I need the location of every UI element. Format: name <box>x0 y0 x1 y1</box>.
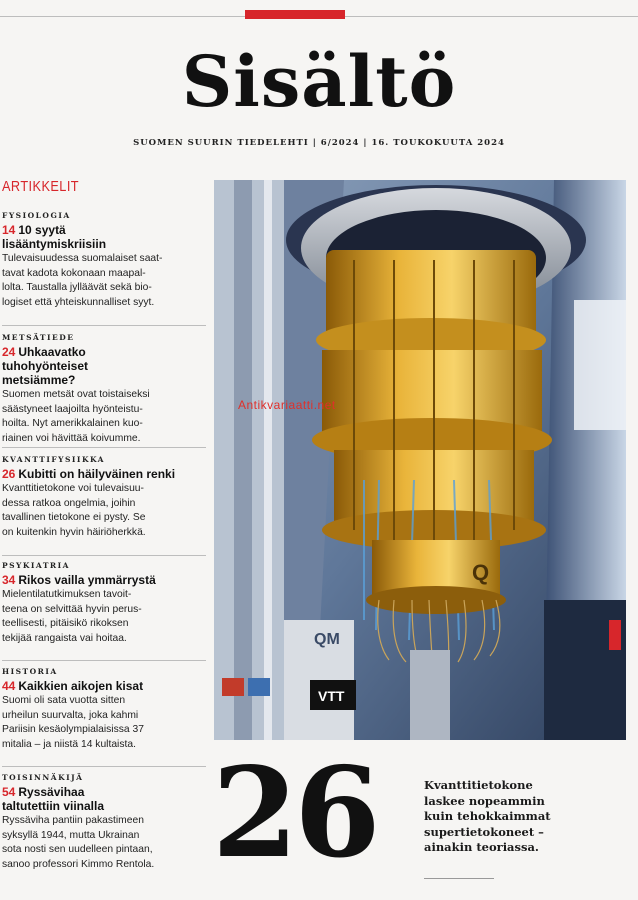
accent-bar <box>245 10 345 19</box>
desc-line: Kvanttitietokone voi tulevaisuu- <box>2 483 144 494</box>
desc-line: hoilta. Nyt amerikkalainen kuo- <box>2 418 143 430</box>
caption-line: Kvanttitietokone <box>424 778 533 792</box>
desc-line: säästyneet laajoilta hyönteistu- <box>2 403 143 415</box>
desc-line: sanoo professori Kimmo Rentola. <box>2 858 155 870</box>
article-page-number: 34 <box>2 573 16 587</box>
desc-line: tekijää rangaista vai hoitaa. <box>2 632 127 644</box>
article-description <box>2 482 206 540</box>
caption-line: supertietokoneet – <box>424 824 544 839</box>
article-description <box>2 388 206 446</box>
desc-line: Suomi oli sata vuotta sitten <box>2 695 126 706</box>
article-page-number: 54 <box>2 785 16 799</box>
divider <box>2 766 206 767</box>
article-headline[interactable] <box>2 785 132 813</box>
photo-q-label: Q <box>472 560 490 585</box>
desc-line: tavallinen tietokone ei pysty. Se <box>2 512 146 524</box>
desc-line: syksyllä 1944, mutta Ukrainan <box>2 829 140 841</box>
desc-line: dessa ratkoa ongelmia, joihin <box>2 497 136 509</box>
divider <box>2 325 206 326</box>
article-title: 10 syytä lisääntymiskriisiin <box>2 223 107 251</box>
caption-rule <box>424 878 494 879</box>
watermark: Antikvariaatti.net <box>238 398 336 412</box>
article-item[interactable] <box>2 561 206 646</box>
photo-vtt-label: VTT <box>318 688 345 704</box>
article-title: Rikos vailla ymmärrystä <box>18 573 156 587</box>
caption-line: kuin tehokkaimmat <box>424 809 551 823</box>
desc-line: Pariisin kesäolympialaisissa 37 <box>2 724 144 736</box>
article-item[interactable] <box>2 333 206 446</box>
article-category: HISTORIA <box>2 667 58 676</box>
article-item[interactable] <box>2 211 206 310</box>
desc-line: tavat kadota kokonaan maapal- <box>2 267 146 279</box>
feature-page-number: 26 <box>212 741 377 886</box>
article-category: FYSIOLOGIA <box>2 211 71 220</box>
desc-line: Tulevaisuudessa suomalaiset saat- <box>2 253 163 264</box>
desc-line: mitalia – ja niistä 14 kultaista. <box>2 738 136 750</box>
desc-line: teellisesti, pitäisikö rikoksen <box>2 618 129 630</box>
article-category: TOISINNÄKIJÄ <box>2 773 84 782</box>
quantum-computer-photo[interactable] <box>214 180 626 740</box>
article-page-number: 14 <box>2 223 16 237</box>
desc-line: Suomen metsät ovat toistaiseksi <box>2 389 150 400</box>
article-headline[interactable] <box>2 573 206 587</box>
article-title: Uhkaavatko tuhohyönteiset metsiämme? <box>2 345 88 387</box>
desc-line: riainen voi hävittää koivumme. <box>2 432 141 444</box>
desc-line: sota nosti sen uudelleen pintaan, <box>2 844 153 856</box>
caption-line: ainakin teoriassa. <box>424 840 539 854</box>
article-description <box>2 814 206 872</box>
article-item[interactable] <box>2 455 206 540</box>
article-page-number: 24 <box>2 345 16 359</box>
article-category: METSÄTIEDE <box>2 333 75 342</box>
desc-line: teena on selvittää hyvin perus- <box>2 603 142 615</box>
desc-line: Ryssäviha pantiin pakastimeen <box>2 815 144 826</box>
desc-line: lolta. Taustalla jylläävät sekä bio- <box>2 282 152 294</box>
issue-info: SUOMEN SUURIN TIEDELEHTI | 6/2024 | 16. TOUKOKUUTA 2024 <box>133 138 505 148</box>
article-title: Ryssävihaa taltutettiin viinalla <box>2 785 105 813</box>
article-description <box>2 252 206 310</box>
desc-line: on kuitenkin hyvin häiriöherkkä. <box>2 526 146 538</box>
article-category: KVANTTIFYSIIKKA <box>2 455 105 464</box>
article-headline[interactable] <box>2 345 152 387</box>
caption-line: laskee nopeammin <box>424 793 545 808</box>
divider <box>2 555 206 556</box>
divider <box>2 660 206 661</box>
article-headline[interactable] <box>2 467 206 481</box>
article-description <box>2 694 206 752</box>
desc-line: Mielentilatutkimuksen tavoit- <box>2 589 132 600</box>
desc-line: urheilun suurvalta, joka kahmi <box>2 709 139 721</box>
article-page-number: 44 <box>2 679 16 693</box>
article-headline[interactable] <box>2 223 122 251</box>
section-heading: ARTIKKELIT <box>2 178 80 195</box>
desc-line: logiset että yhteiskunnalliset syyt. <box>2 296 155 308</box>
divider <box>2 447 206 448</box>
photo-qm-label: QM <box>314 631 340 648</box>
article-item[interactable] <box>2 667 206 752</box>
feature-caption <box>424 778 594 856</box>
quantum-computer-illustration <box>214 180 626 740</box>
article-headline[interactable] <box>2 679 206 693</box>
article-title: Kubitti on häilyväinen renki <box>18 467 176 481</box>
article-title: Kaikkien aikojen kisat <box>18 679 144 693</box>
article-category: PSYKIATRIA <box>2 561 70 570</box>
article-item[interactable] <box>2 773 206 872</box>
article-description <box>2 588 206 646</box>
article-page-number: 26 <box>2 467 16 481</box>
page-title: Sisältö <box>181 40 457 123</box>
